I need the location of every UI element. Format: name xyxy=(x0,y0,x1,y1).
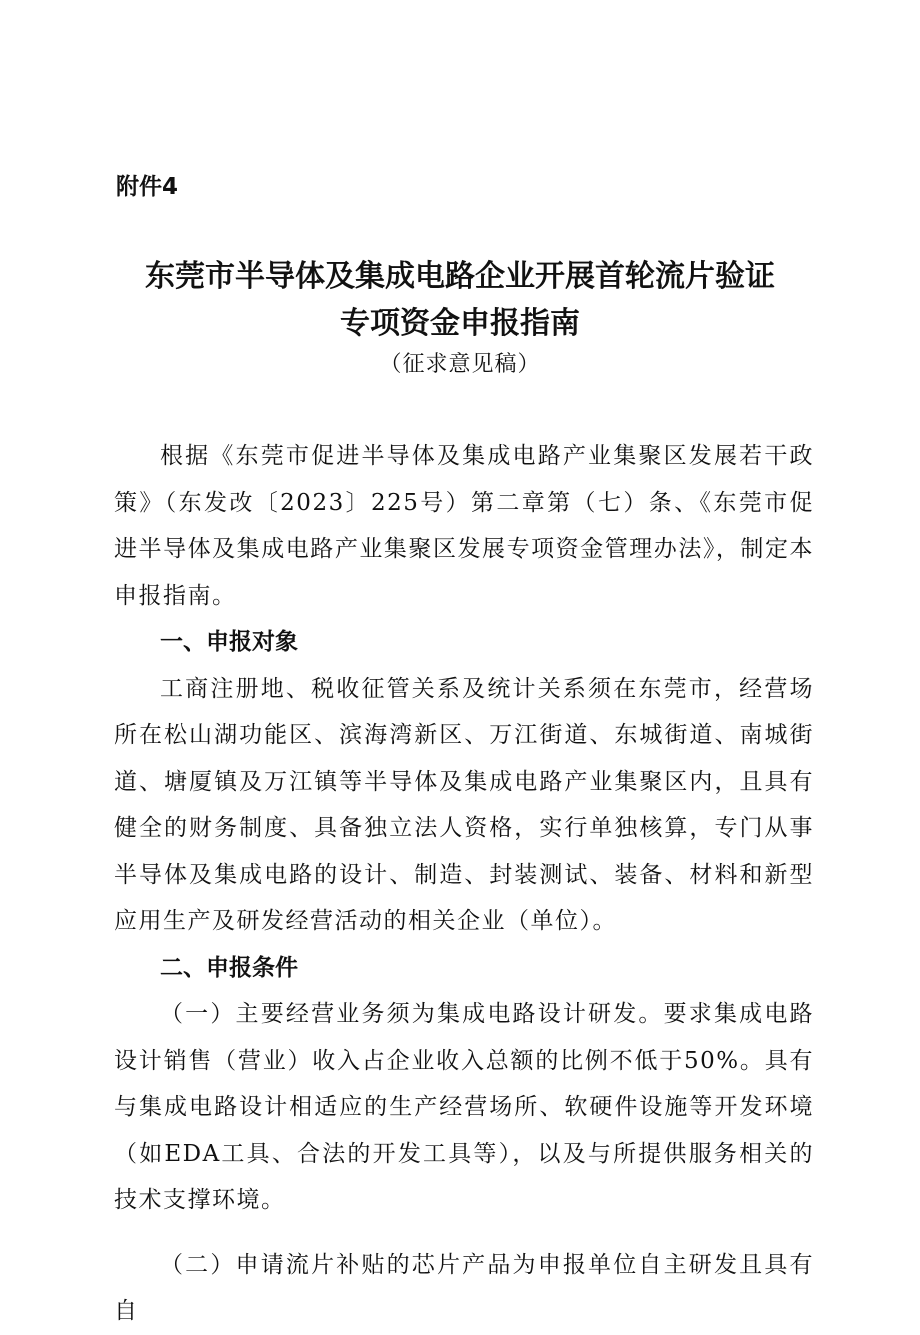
document-subtitle: （征求意见稿） xyxy=(379,352,541,377)
document-title-line2: 专项资金申报指南 xyxy=(340,306,580,341)
paragraph-gap xyxy=(114,1224,814,1242)
attachment-label: 附件4 xyxy=(116,174,179,200)
section2-item2-paragraph: （二）申请流片补贴的芯片产品为申报单位自主研发且具有自 xyxy=(114,1251,814,1324)
document-body xyxy=(114,433,814,1335)
section1-paragraph: 工商注册地、税收征管关系及统计关系须在东莞市，经营场所在松山湖功能区、滨海湾新区、万江街道、东城街道、南城街道、塘厦镇及万江镇等半导体及集成电路产业集聚区内，且具有健全的财务制度、具备独立法人资格，实行单独核算，专门从事半导体及集成电路的设计、制造、封装测试、装备、材料和新型应用生产及研发经营活动的相关企业（单位）。 xyxy=(114,675,814,934)
section2-heading: 二、申报条件 xyxy=(160,954,298,981)
document-title-line1: 东莞市半导体及集成电路企业开展首轮流片验证 xyxy=(145,259,775,294)
section2-item1-paragraph: （一）主要经营业务须为集成电路设计研发。要求集成电路设计销售（营业）收入占企业收入总额的比例不低于50%。具有与集成电路设计相适应的生产经营场所、软硬件设施等开发环境（如EDA工具、合法的开发工具等），以及与所提供服务相关的技术支撑环境。 xyxy=(114,1001,814,1213)
section1-heading: 一、申报对象 xyxy=(160,629,298,655)
intro-paragraph: 根据《东莞市促进半导体及集成电路产业集聚区发展若干政策》（东发改〔2023〕225号）第二章第（七）条、《东莞市促进半导体及集成电路产业集聚区发展专项资金管理办法》，制定本申报指南。 xyxy=(114,443,814,609)
